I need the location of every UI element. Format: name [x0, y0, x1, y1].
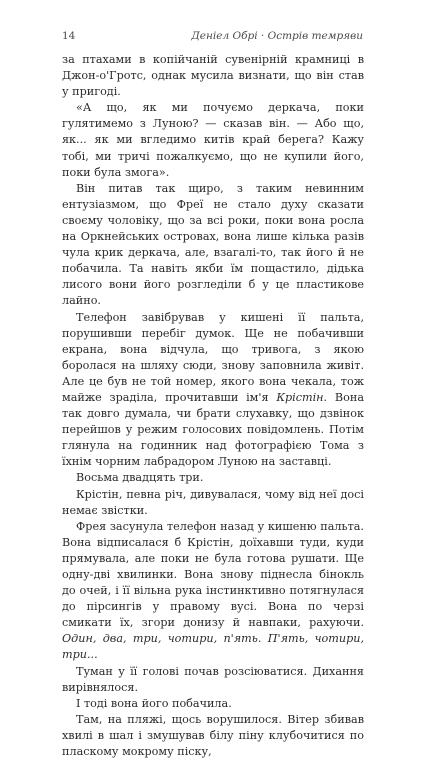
page-number: 14 [62, 30, 76, 42]
text-run: Восьма двадцять три. [76, 471, 204, 485]
body-text [62, 52, 364, 760]
text-run: Фрея засунула телефон назад у кишеню пальта. Вона відписалася б Крістін, доїхавши туди, куди прямувала, але поки не була готова рушати. Ще одну-дві хвилинки. Вона знову піднесла бінокль до очей, і її вільна рука інстинктивно потягнулася до пірсингів у правому вусі. Вона по черзі смикати їх, згори донизу й навпаки, рахуючи. [62, 519, 364, 630]
paragraph [62, 100, 364, 180]
text-run: Телефон завібрував у кишені її пальта, порушивши перебіг думок. Ще не побачивши екрана, вона відчула, що тривога, з якою боролася на шляху сюди, знову заповнила живіт. Але це був не той номер, якого вона чекала, тож майже зраділа, прочитавши ім'я [62, 310, 364, 404]
text-run: Він питав так щиро, з таким невинним ентузіазмом, що Фреї не стало духу сказати своєму чоловіку, що за всі роки, поки вона росла на Оркнейських островах, вона лише кілька разів чула крик деркача, але, взагалі-то, так його й не побачила. Та навіть якби їм пощастило, дідька лисого вони його розгледіли б у це пластикове лайно. [62, 181, 364, 308]
text-run: Там, на пляжі, щось ворушилося. Вітер збивав хвилі в шал і змушував білу піну клубочитися по пласкому мокрому піску, [62, 712, 364, 759]
text-run: «А що, як ми почуємо деркача, поки гулятимемо з Луною? — сказав він. — Або що, як... як ми вгледимо китів край берега? Кажу тобі, ми тричі пожалкуємо, що не купили його, поки була змога». [62, 101, 364, 179]
paragraph [62, 310, 364, 471]
paragraph [62, 712, 364, 760]
text-run: . Вона так довго думала, чи брати слухавку, що дзвінок перейшов у режим голосових повідомлень. Потім глянула на годинник над фотографією Тома з їхнім чорним лабрадором Луною на заставці. [62, 390, 364, 469]
paragraph [62, 487, 364, 519]
italic-text: Один, два, три, чотири, п'ять. П'ять, чотири, три... [62, 632, 364, 662]
page-header [62, 30, 363, 44]
paragraph [62, 52, 364, 100]
paragraph [62, 519, 364, 664]
text-run: І тоді вона його побачила. [76, 696, 232, 710]
running-head: Деніел Обрі · Острів темряви [191, 30, 363, 42]
text-run: за птахами в копійчаній сувенірній крамниці в Джон-о'Гротс, однак мусила визнати, що він став у пригоді. [62, 53, 364, 99]
paragraph [62, 664, 364, 696]
italic-text: Крістін [276, 390, 324, 404]
text-run: Крістін, певна річ, дивувалася, чому від неї досі немає звістки. [62, 487, 364, 517]
text-run: Туман у її голові почав розсіюватися. Дихання вирівнялося. [62, 664, 364, 694]
paragraph [62, 470, 364, 486]
paragraph [62, 696, 364, 712]
paragraph [62, 181, 364, 310]
